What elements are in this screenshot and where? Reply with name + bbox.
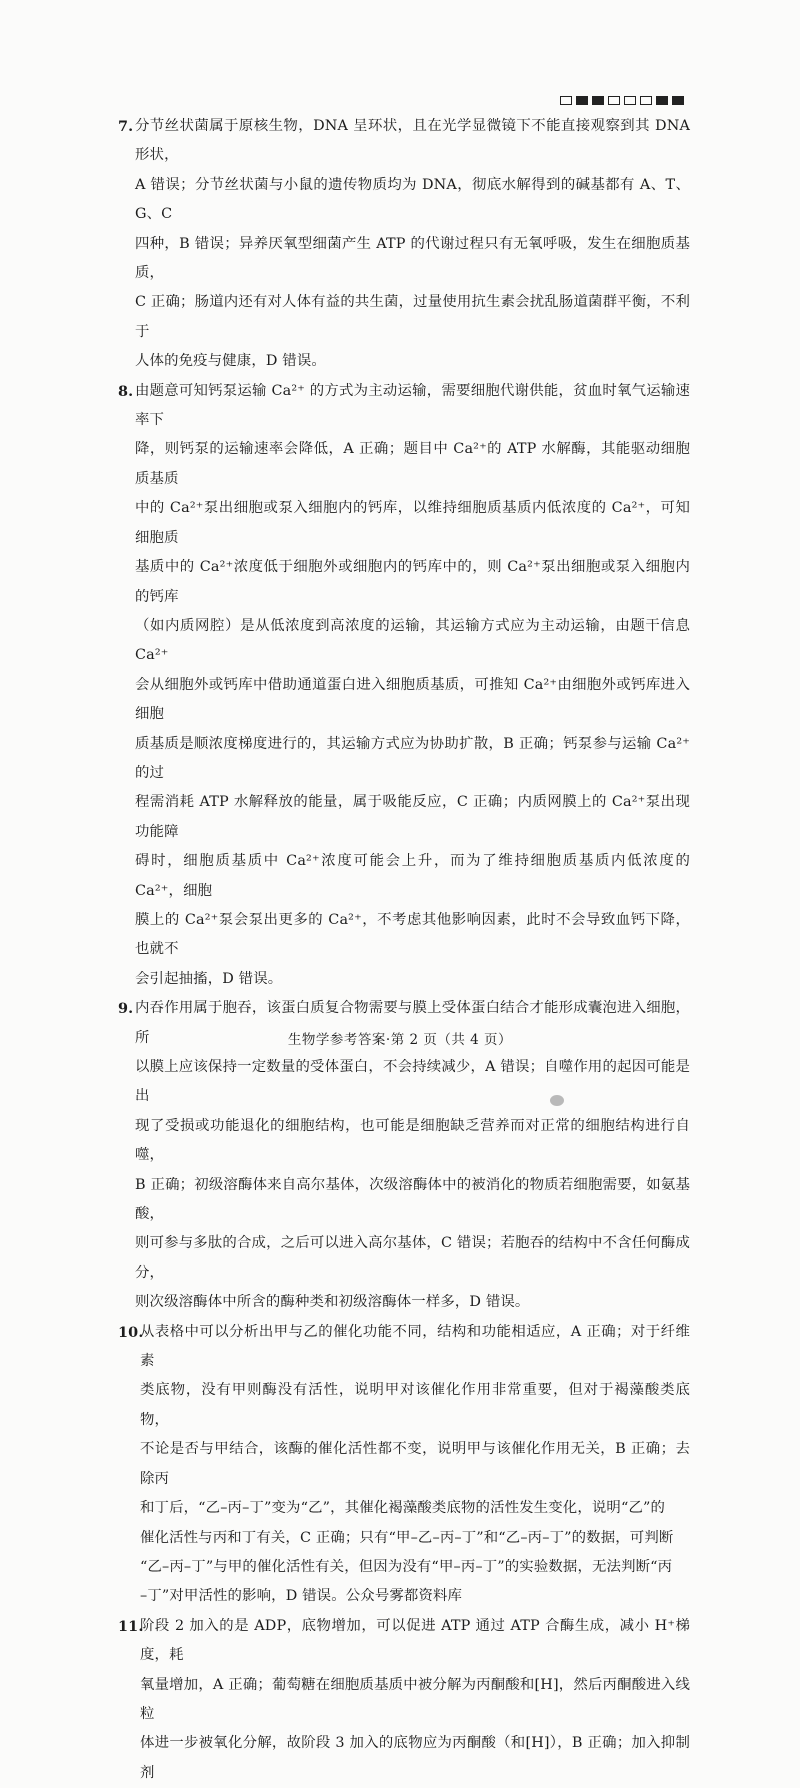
item-number: 8. [118, 382, 134, 400]
page-footer: 生物学参考答案·第 2 页（共 4 页） [287, 1032, 513, 1048]
marker-square [656, 96, 668, 105]
text-line: 由题意可知钙泵运输 Ca²⁺ 的方式为主动运输，需要细胞代谢供能，贫血时氧气运输速率下 [135, 382, 690, 429]
text-line: 降，则钙泵的运输速率会降低，A 正确；题目中 Ca²⁺的 ATP 水解酶，其能驱动细胞质基质 [135, 441, 690, 487]
marker-square [560, 96, 572, 105]
text-line: 四种，B 错误；异养厌氧型细菌产生 ATP 的代谢过程只有无氧呼吸，发生在细胞质基质， [135, 235, 690, 282]
item-number: 11. [118, 1617, 144, 1635]
text-line: 和丁后，“乙–丙–丁”变为“乙”，其催化褐藻酸类底物的活性发生变化，说明“乙”的 [140, 1500, 666, 1517]
text-line: 体进一步被氧化分解，故阶段 3 加入的底物应为丙酮酸（和[H]），B 正确；加入抑制剂 [140, 1735, 690, 1781]
item-number: 7. [118, 118, 134, 135]
answer-item-11 [118, 1612, 690, 1788]
marker-square [608, 96, 620, 105]
text-line: –丁”对甲活性的影响，D 错误。公众号雾都资料库 [140, 1588, 463, 1605]
text-line: 内吞作用属于胞吞，该蛋白质复合物需要与膜上受体蛋白结合才能形成囊泡进入细胞，所 [135, 1000, 690, 1046]
text-line: C 正确；肠道内还有对人体有益的共生菌，过量使用抗生素会扰乱肠道菌群平衡，不利于 [135, 294, 690, 340]
text-line: 氧量增加，A 正确；葡萄糖在细胞质基质中被分解为丙酮酸和[H]，然后丙酮酸进入线粒 [140, 1676, 690, 1722]
page-marker-squares [560, 96, 684, 105]
marker-square [592, 96, 604, 105]
marker-square [672, 96, 684, 105]
text-line: 阶段 2 加入的是 ADP，底物增加，可以促进 ATP 通过 ATP 合酶生成，减小 H⁺梯度，耗 [140, 1617, 690, 1664]
text-line: A 错误；分节丝状菌与小鼠的遗传物质均为 DNA，彻底水解得到的碱基都有 A、T、G、C [135, 176, 690, 223]
text-line: 人体的免疫与健康，D 错误。 [135, 353, 326, 370]
text-line: 催化活性与丙和丁有关，C 正确；只有“甲–乙–丙–丁”和“乙–丙–丁”的数据，可判断 [140, 1529, 674, 1546]
text-line: 类底物，没有甲则酶没有活性，说明甲对该催化作用非常重要，但对于褐藻酸类底物， [140, 1382, 690, 1428]
answer-content [118, 112, 690, 1788]
text-line: 程需消耗 ATP 水解释放的能量，属于吸能反应，C 正确；内质网膜上的 Ca²⁺泵出现功能障 [135, 794, 690, 840]
marker-square [576, 96, 588, 105]
text-line: 现了受损或功能退化的细胞结构，也可能是细胞缺乏营养而对正常的细胞结构进行自噬， [135, 1117, 690, 1164]
scan-smudge [550, 1095, 564, 1106]
answer-item-10 [118, 1318, 690, 1612]
marker-square [640, 96, 652, 105]
item-number: 9. [118, 1000, 134, 1018]
text-line: 以膜上应该保持一定数量的受体蛋白，不会持续减少，A 错误；自噬作用的起因可能是出 [135, 1059, 690, 1105]
text-line: 中的 Ca²⁺泵出细胞或泵入细胞内的钙库，以维持细胞质基质内低浓度的 Ca²⁺，可知细胞质 [135, 500, 690, 546]
marker-square [624, 96, 636, 105]
text-line: 不论是否与甲结合，该酶的催化活性都不变，说明甲与该催化作用无关，B 正确；去除丙 [140, 1441, 690, 1487]
text-line: B 正确；初级溶酶体来自高尔基体，次级溶酶体中的被消化的物质若细胞需要，如氨基酸， [135, 1176, 690, 1223]
text-line: 则可参与多肽的合成，之后可以进入高尔基体，C 错误；若胞吞的结构中不含任何酶成分， [135, 1235, 690, 1281]
text-line: 会从细胞外或钙库中借助通道蛋白进入细胞质基质，可推知 Ca²⁺由细胞外或钙库进入细胞 [135, 676, 690, 723]
text-line: （如内质网腔）是从低浓度到高浓度的运输，其运输方式应为主动运输，由题干信息 Ca²⁺ [135, 617, 690, 664]
text-line: 分节丝状菌属于原核生物，DNA 呈环状，且在光学显微镜下不能直接观察到其 DNA 形状， [135, 118, 690, 164]
text-line: 基质中的 Ca²⁺浓度低于细胞外或细胞内的钙库中的，则 Ca²⁺泵出细胞或泵入细胞内的钙库 [135, 559, 690, 605]
text-line: “乙–丙–丁”与甲的催化活性有关，但因为没有“甲–丙–丁”的实验数据，无法判断“丙 [140, 1558, 673, 1575]
answer-item-7 [118, 112, 690, 377]
answer-item-8 [118, 377, 690, 995]
text-line: 从表格中可以分析出甲与乙的催化功能不同，结构和功能相适应，A 正确；对于纤维素 [140, 1323, 690, 1370]
text-line: 则次级溶酶体中所含的酶种类和初级溶酶体一样多，D 错误。 [135, 1294, 530, 1311]
text-line: 碍时，细胞质基质中 Ca²⁺浓度可能会上升，而为了维持细胞质基质内低浓度的 Ca²⁺，细胞 [135, 853, 690, 899]
text-line: 膜上的 Ca²⁺泵会泵出更多的 Ca²⁺，不考虑其他影响因素，此时不会导致血钙下降，也就不 [135, 911, 690, 958]
text-line: 质基质是顺浓度梯度进行的，其运输方式应为协助扩散，B 正确；钙泵参与运输 Ca²⁺的过 [135, 735, 690, 781]
text-line: 会引起抽搐，D 错误。 [135, 970, 283, 987]
item-number: 10. [118, 1323, 144, 1341]
